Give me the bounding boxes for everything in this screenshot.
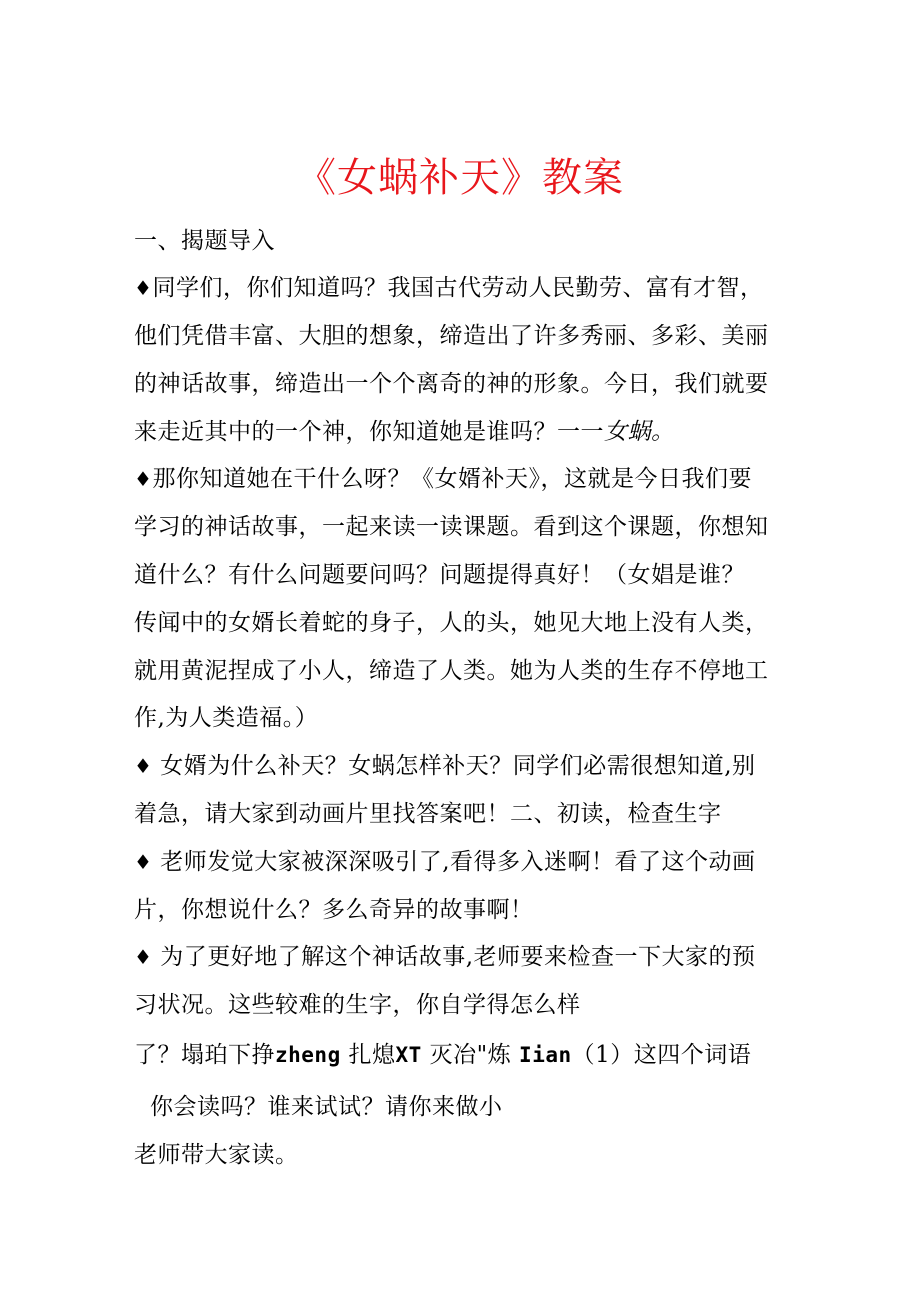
pinyin-note: Iian — [519, 1043, 572, 1067]
diamond-bullet-icon: ♦ — [134, 467, 153, 491]
pinyin-note: zheng — [275, 1043, 341, 1067]
paragraph-2-line-2: 学习的神话故事，一起来读一读课题。看到这个课题，你想知 — [134, 514, 769, 540]
paragraph-4-line-2: 片，你想说什么？多么奇异的故事啊！ — [134, 897, 534, 923]
paragraph-1-line-4: 来走近其中的一个神，你知道她是谁吗？一一女蜗。 — [134, 419, 675, 445]
diamond-bullet-icon: ♦ — [134, 276, 153, 300]
paragraph-5-line-1: ♦ 为了更好地了解这个神话故事,老师要来检查一下大家的预 — [134, 944, 756, 970]
paragraph-2-line-6: 作,为人类造福。） — [134, 705, 319, 731]
paragraph-1-line-1: ♦同学们，你们知道吗？我国古代劳动人民勤劳、富有才智， — [134, 275, 764, 301]
diamond-bullet-icon: ♦ — [134, 945, 153, 969]
paragraph-3-line-2: 着急，请大家到动画片里找答案吧！二、初读，检查生字 — [134, 801, 722, 827]
document-title: 《女蜗补天》教案 — [296, 155, 624, 201]
pinyin-note: XT — [395, 1043, 422, 1067]
paragraph-2-line-3: 道什么？有什么问题要问吗？问题提得真好！（女娼是谁？ — [134, 562, 745, 588]
paragraph-4-line-1: ♦ 老师发觉大家被深深吸引了,看得多入迷啊！看了这个动画 — [134, 849, 756, 875]
paragraph-1-line-3: 的神话故事，缔造出一个个离奇的神的形象。今日，我们就要 — [134, 371, 769, 397]
paragraph-5-line-5: 老师带大家读。 — [134, 1142, 299, 1168]
paragraph-1-line-2: 他们凭借丰富、大胆的想象，缔造出了许多秀丽、多彩、美丽 — [134, 323, 769, 349]
diamond-bullet-icon: ♦ — [134, 850, 153, 874]
paragraph-2-line-4: 传闻中的女婿长着蛇的身子，人的头，她见大地上没有人类， — [134, 610, 769, 636]
paragraph-5-line-2: 习状况。这些较难的生字，你自学得怎么样 — [134, 992, 581, 1018]
paragraph-5-line-3: 了？塌珀下挣zheng 扎熄XT 灭冶"炼 Iian（1）这四个词语 — [134, 1042, 752, 1068]
paragraph-2-line-5: 就用黄泥捏成了小人，缔造了人类。她为人类的生存不停地工 — [134, 658, 769, 684]
section-heading-1: 一、揭题导入 — [134, 228, 275, 254]
paragraph-3-line-1: ♦ 女婿为什么补天？女蜗怎样补天？同学们必需很想知道,别 — [134, 753, 756, 779]
diamond-bullet-icon: ♦ — [134, 754, 153, 778]
paragraph-5-line-4: 你会读吗？谁来试试？请你来做小 — [150, 1094, 503, 1120]
answer-emphasis: 女蜗。 — [604, 419, 675, 445]
paragraph-2-line-1: ♦那你知道她在干什么呀？《女婿补天》，这就是今日我们要 — [134, 466, 752, 492]
